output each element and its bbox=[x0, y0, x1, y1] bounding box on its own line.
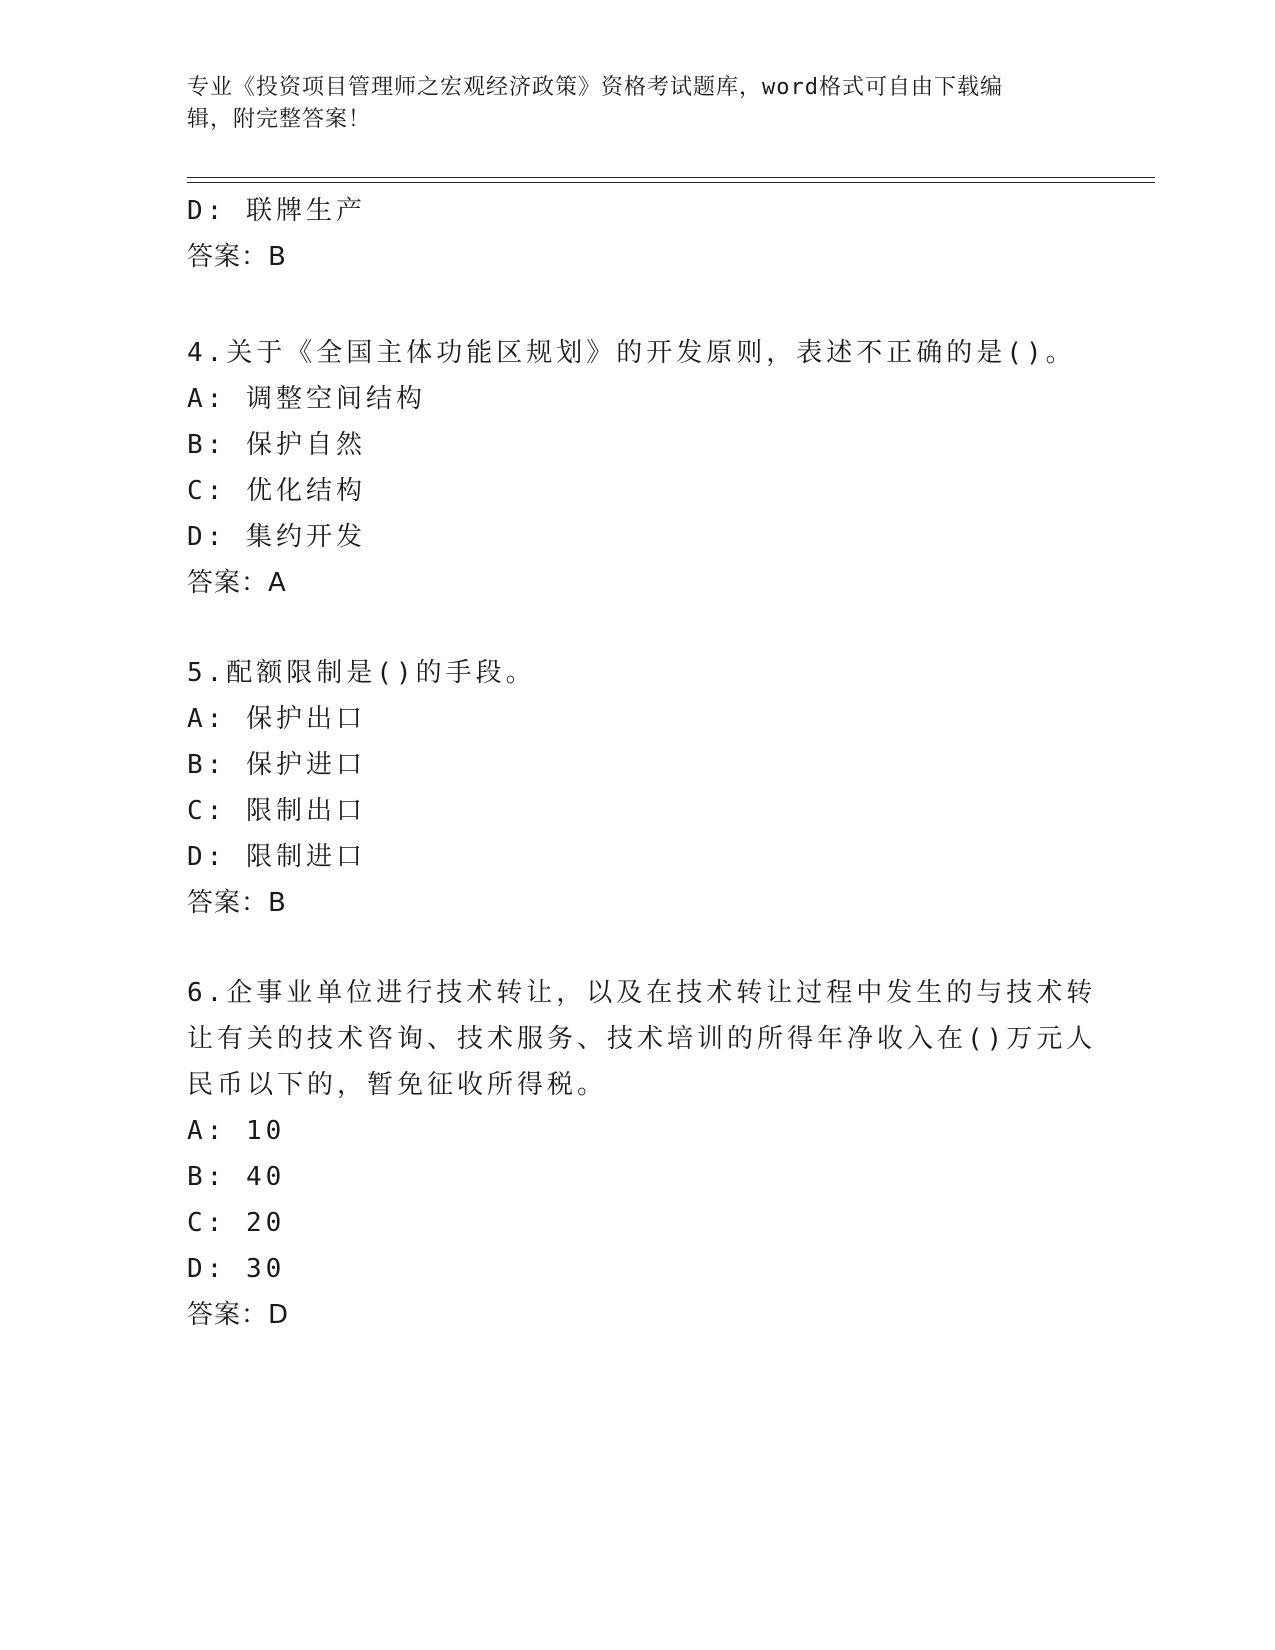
question-stem-line-2: 让有关的技术咨询、技术服务、技术培训的所得年净收入在()万元人 bbox=[187, 1024, 1097, 1054]
option-a: A: 保护出口 bbox=[187, 704, 366, 734]
option-c: C: 限制出口 bbox=[187, 796, 366, 826]
header-divider-bottom bbox=[187, 182, 1155, 183]
option-b: B: 保护自然 bbox=[187, 430, 366, 460]
option-a: A: 调整空间结构 bbox=[187, 384, 426, 414]
option-c: C: 优化结构 bbox=[187, 476, 366, 506]
answer-line: 答案：D bbox=[187, 1300, 290, 1330]
answer-line: 答案：B bbox=[187, 888, 287, 918]
question-stem-line-1: 6.企事业单位进行技术转让，以及在技术转让过程中发生的与技术转 bbox=[187, 978, 1097, 1008]
question-stem: 5.配额限制是()的手段。 bbox=[187, 658, 536, 688]
option-b: B: 保护进口 bbox=[187, 750, 366, 780]
option-b: B: 40 bbox=[187, 1162, 286, 1192]
question-list bbox=[187, 188, 1097, 1338]
header-divider-top bbox=[187, 177, 1155, 178]
option-d: D: 限制进口 bbox=[187, 842, 366, 872]
answer-line: 答案：A bbox=[187, 568, 287, 598]
question-4 bbox=[187, 330, 1087, 606]
option-d: D: 30 bbox=[187, 1254, 286, 1284]
previous-question-tail bbox=[187, 188, 1087, 280]
option-d: D: 集约开发 bbox=[187, 522, 366, 552]
option-a: A: 10 bbox=[187, 1116, 286, 1146]
question-6 bbox=[187, 970, 1097, 1338]
option-d: D: 联牌生产 bbox=[187, 196, 366, 226]
header-line-1: 专业《投资项目管理师之宏观经济政策》资格考试题库，word格式可自由下载编 bbox=[187, 75, 1003, 100]
option-c: C: 20 bbox=[187, 1208, 286, 1238]
document-header bbox=[187, 72, 1067, 136]
answer-line: 答案：B bbox=[187, 242, 287, 272]
question-stem-line-3: 民币以下的，暂免征收所得税。 bbox=[187, 1070, 608, 1100]
question-5 bbox=[187, 650, 1087, 926]
header-line-2: 辑，附完整答案！ bbox=[187, 107, 372, 132]
question-stem: 4.关于《全国主体功能区规划》的开发原则，表述不正确的是()。 bbox=[187, 338, 1076, 368]
